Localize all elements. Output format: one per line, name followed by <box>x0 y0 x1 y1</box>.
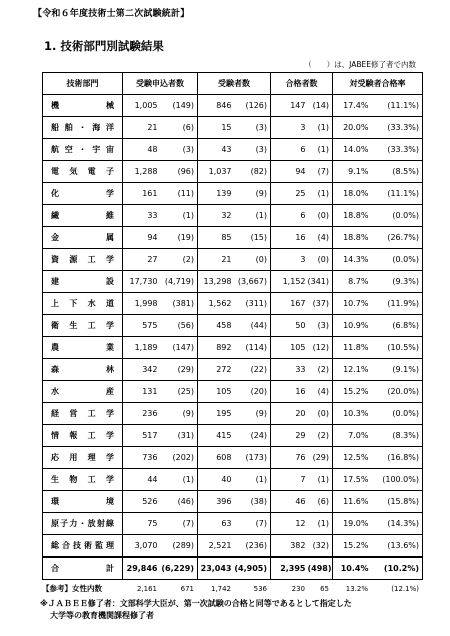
passers-jabee-cell: (0) <box>308 249 333 271</box>
applicants-jabee-cell: (29) <box>160 359 198 381</box>
reference-examinees-jabee: 536 <box>253 584 267 593</box>
applicants-jabee-cell: (9) <box>160 403 198 425</box>
applicants-cell: 21 <box>123 117 160 139</box>
table-row <box>43 447 423 469</box>
table-row <box>43 293 423 315</box>
pass-rate-cell: 12.1% <box>333 359 371 381</box>
pass-rate-cell: 17.4% <box>333 95 371 117</box>
pass-rate-jabee-cell: (15.8%) <box>371 491 423 513</box>
applicants-cell: 29,846 <box>123 557 160 580</box>
passers-cell: 25 <box>271 183 308 205</box>
examinees-cell: 21 <box>198 249 234 271</box>
pass-rate-jabee-cell: (13.6%) <box>371 535 423 558</box>
pass-rate-jabee-cell: (20.0%) <box>371 381 423 403</box>
passers-jabee-cell: (4) <box>308 381 333 403</box>
applicants-jabee-cell: (2) <box>160 249 198 271</box>
department-name: 応用理学 <box>43 447 123 469</box>
table-row <box>43 359 423 381</box>
examinees-jabee-cell: (1) <box>234 205 271 227</box>
examinees-cell: 105 <box>198 381 234 403</box>
department-name: 航空・宇宙 <box>43 139 123 161</box>
pass-rate-jabee-cell: (11.9%) <box>371 293 423 315</box>
passers-jabee-cell: (6) <box>308 491 333 513</box>
department-name: 資源工学 <box>43 249 123 271</box>
applicants-cell: 526 <box>123 491 160 513</box>
pass-rate-cell: 19.0% <box>333 513 371 535</box>
applicants-cell: 1,288 <box>123 161 160 183</box>
passers-cell: 20 <box>271 403 308 425</box>
pass-rate-jabee-cell: (33.3%) <box>371 139 423 161</box>
table-row <box>43 381 423 403</box>
table-row <box>43 513 423 535</box>
passers-cell: 1,152 <box>271 271 308 293</box>
applicants-cell: 75 <box>123 513 160 535</box>
header-pass-rate: 対受験者合格率 <box>333 73 423 95</box>
department-name: 経営工学 <box>43 403 123 425</box>
reference-passers: 230 <box>291 584 305 593</box>
examinees-jabee-cell: (82) <box>234 161 271 183</box>
department-name: 電気電子 <box>43 161 123 183</box>
total-row <box>43 557 423 580</box>
applicants-cell: 1,998 <box>123 293 160 315</box>
section-heading: 1. 技術部門別試験結果 <box>44 39 164 53</box>
examinees-jabee-cell: (3) <box>234 117 271 139</box>
department-name: 建設 <box>43 271 123 293</box>
pass-rate-cell: 18.0% <box>333 183 371 205</box>
examinees-cell: 1,037 <box>198 161 234 183</box>
reference-rate-jabee: (12.1%) <box>391 584 419 593</box>
pass-rate-cell: 20.0% <box>333 117 371 139</box>
reference-row <box>42 583 422 594</box>
examinees-jabee-cell: (38) <box>234 491 271 513</box>
pass-rate-jabee-cell: (10.2%) <box>371 557 423 580</box>
passers-jabee-cell: (4) <box>308 227 333 249</box>
passers-cell: 33 <box>271 359 308 381</box>
passers-jabee-cell: (1) <box>308 117 333 139</box>
pass-rate-cell: 12.5% <box>333 447 371 469</box>
pass-rate-jabee-cell: (0.0%) <box>371 249 423 271</box>
table-row <box>43 95 423 117</box>
table-row <box>43 491 423 513</box>
passers-jabee-cell: (2) <box>308 425 333 447</box>
department-name: 原子力・放射線 <box>43 513 123 535</box>
passers-jabee-cell: (341) <box>308 271 333 293</box>
passers-cell: 6 <box>271 205 308 227</box>
applicants-cell: 131 <box>123 381 160 403</box>
table-row <box>43 183 423 205</box>
passers-cell: 382 <box>271 535 308 558</box>
pass-rate-jabee-cell: (8.5%) <box>371 161 423 183</box>
header-department: 技術部門 <box>43 73 123 95</box>
table-row <box>43 117 423 139</box>
examinees-cell: 63 <box>198 513 234 535</box>
table-header-row <box>43 73 423 95</box>
examinees-jabee-cell: (126) <box>234 95 271 117</box>
pass-rate-jabee-cell: (9.1%) <box>371 359 423 381</box>
applicants-cell: 236 <box>123 403 160 425</box>
reference-examinees: 1,742 <box>210 584 231 593</box>
department-name: 上下水道 <box>43 293 123 315</box>
applicants-cell: 1,005 <box>123 95 160 117</box>
pass-rate-jabee-cell: (14.3%) <box>371 513 423 535</box>
pass-rate-jabee-cell: (16.8%) <box>371 447 423 469</box>
examinees-cell: 458 <box>198 315 234 337</box>
department-name: 化学 <box>43 183 123 205</box>
examinees-jabee-cell: (20) <box>234 381 271 403</box>
examinees-cell: 40 <box>198 469 234 491</box>
passers-jabee-cell: (7) <box>308 161 333 183</box>
reference-applicants: 2,161 <box>136 584 157 593</box>
department-name: 合計 <box>43 557 123 580</box>
examinees-cell: 2,521 <box>198 535 234 558</box>
pass-rate-jabee-cell: (100.0%) <box>371 469 423 491</box>
applicants-jabee-cell: (289) <box>160 535 198 558</box>
pass-rate-cell: 15.2% <box>333 381 371 403</box>
pass-rate-jabee-cell: (0.0%) <box>371 205 423 227</box>
pass-rate-jabee-cell: (26.7%) <box>371 227 423 249</box>
pass-rate-cell: 18.8% <box>333 205 371 227</box>
passers-cell: 3 <box>271 249 308 271</box>
pass-rate-cell: 9.1% <box>333 161 371 183</box>
department-name: 農業 <box>43 337 123 359</box>
header-passers: 合格者数 <box>271 73 333 95</box>
passers-cell: 147 <box>271 95 308 117</box>
applicants-jabee-cell: (56) <box>160 315 198 337</box>
examinees-cell: 846 <box>198 95 234 117</box>
reference-rate: 13.2% <box>345 584 368 593</box>
pass-rate-cell: 10.3% <box>333 403 371 425</box>
header-applicants: 受験申込者数 <box>123 73 198 95</box>
examinees-jabee-cell: (24) <box>234 425 271 447</box>
results-table <box>42 72 423 580</box>
document-title: 【令和６年度技術士第二次試験統計】 <box>33 9 190 19</box>
applicants-cell: 1,189 <box>123 337 160 359</box>
examinees-jabee-cell: (15) <box>234 227 271 249</box>
reference-applicants-jabee: 671 <box>180 584 194 593</box>
applicants-jabee-cell: (149) <box>160 95 198 117</box>
table-row <box>43 227 423 249</box>
table-row <box>43 469 423 491</box>
pass-rate-cell: 14.3% <box>333 249 371 271</box>
pass-rate-jabee-cell: (6.8%) <box>371 315 423 337</box>
table-row <box>43 161 423 183</box>
passers-cell: 29 <box>271 425 308 447</box>
passers-jabee-cell: (14) <box>308 95 333 117</box>
examinees-cell: 272 <box>198 359 234 381</box>
passers-cell: 12 <box>271 513 308 535</box>
passers-cell: 3 <box>271 117 308 139</box>
department-name: 機械 <box>43 95 123 117</box>
applicants-cell: 44 <box>123 469 160 491</box>
applicants-cell: 736 <box>123 447 160 469</box>
passers-jabee-cell: (1) <box>308 183 333 205</box>
examinees-jabee-cell: (3,667) <box>234 271 271 293</box>
pass-rate-jabee-cell: (11.1%) <box>371 183 423 205</box>
examinees-cell: 892 <box>198 337 234 359</box>
passers-cell: 16 <box>271 381 308 403</box>
passers-jabee-cell: (29) <box>308 447 333 469</box>
passers-jabee-cell: (2) <box>308 359 333 381</box>
applicants-jabee-cell: (11) <box>160 183 198 205</box>
pass-rate-jabee-cell: (33.3%) <box>371 117 423 139</box>
examinees-cell: 1,562 <box>198 293 234 315</box>
applicants-jabee-cell: (1) <box>160 469 198 491</box>
applicants-cell: 161 <box>123 183 160 205</box>
applicants-cell: 342 <box>123 359 160 381</box>
passers-jabee-cell: (12) <box>308 337 333 359</box>
examinees-cell: 85 <box>198 227 234 249</box>
examinees-jabee-cell: (9) <box>234 403 271 425</box>
applicants-jabee-cell: (46) <box>160 491 198 513</box>
passers-jabee-cell: (1) <box>308 513 333 535</box>
pass-rate-cell: 15.2% <box>333 535 371 558</box>
pass-rate-jabee-cell: (11.1%) <box>371 95 423 117</box>
table-row <box>43 315 423 337</box>
department-name: 水産 <box>43 381 123 403</box>
pass-rate-cell: 8.7% <box>333 271 371 293</box>
examinees-jabee-cell: (44) <box>234 315 271 337</box>
passers-jabee-cell: (1) <box>308 139 333 161</box>
passers-cell: 46 <box>271 491 308 513</box>
department-name: 繊維 <box>43 205 123 227</box>
pass-rate-jabee-cell: (0.0%) <box>371 403 423 425</box>
applicants-jabee-cell: (7) <box>160 513 198 535</box>
table-row <box>43 271 423 293</box>
department-name: 環境 <box>43 491 123 513</box>
examinees-jabee-cell: (114) <box>234 337 271 359</box>
reference-label: 【参考】女性内数 <box>42 584 102 593</box>
footnote-line-1: ※ＪＡＢＥＥ修了者：文部科学大臣が、第一次試験の合格と同等であるとして指定した <box>40 599 352 608</box>
examinees-jabee-cell: (311) <box>234 293 271 315</box>
passers-cell: 7 <box>271 469 308 491</box>
table-row <box>43 205 423 227</box>
applicants-jabee-cell: (6,229) <box>160 557 198 580</box>
examinees-jabee-cell: (173) <box>234 447 271 469</box>
applicants-jabee-cell: (31) <box>160 425 198 447</box>
applicants-jabee-cell: (4,719) <box>160 271 198 293</box>
pass-rate-cell: 10.4% <box>333 557 371 580</box>
department-name: 情報工学 <box>43 425 123 447</box>
passers-cell: 16 <box>271 227 308 249</box>
passers-jabee-cell: (3) <box>308 315 333 337</box>
department-name: 金属 <box>43 227 123 249</box>
department-name: 森林 <box>43 359 123 381</box>
applicants-jabee-cell: (147) <box>160 337 198 359</box>
applicants-jabee-cell: (381) <box>160 293 198 315</box>
pass-rate-jabee-cell: (10.5%) <box>371 337 423 359</box>
pass-rate-cell: 18.8% <box>333 227 371 249</box>
examinees-cell: 139 <box>198 183 234 205</box>
examinees-jabee-cell: (3) <box>234 139 271 161</box>
applicants-jabee-cell: (1) <box>160 205 198 227</box>
applicants-cell: 48 <box>123 139 160 161</box>
table-row <box>43 249 423 271</box>
examinees-jabee-cell: (22) <box>234 359 271 381</box>
department-name: 生物工学 <box>43 469 123 491</box>
applicants-cell: 27 <box>123 249 160 271</box>
department-name: 衛生工学 <box>43 315 123 337</box>
examinees-jabee-cell: (4,905) <box>234 557 271 580</box>
applicants-cell: 575 <box>123 315 160 337</box>
table-row <box>43 337 423 359</box>
pass-rate-cell: 14.0% <box>333 139 371 161</box>
examinees-cell: 15 <box>198 117 234 139</box>
passers-cell: 167 <box>271 293 308 315</box>
examinees-cell: 13,298 <box>198 271 234 293</box>
pass-rate-jabee-cell: (8.3%) <box>371 425 423 447</box>
pass-rate-cell: 7.0% <box>333 425 371 447</box>
pass-rate-cell: 11.8% <box>333 337 371 359</box>
passers-jabee-cell: (37) <box>308 293 333 315</box>
pass-rate-jabee-cell: (9.3%) <box>371 271 423 293</box>
department-name: 船舶・海洋 <box>43 117 123 139</box>
pass-rate-cell: 11.6% <box>333 491 371 513</box>
examinees-jabee-cell: (7) <box>234 513 271 535</box>
applicants-cell: 517 <box>123 425 160 447</box>
applicants-jabee-cell: (96) <box>160 161 198 183</box>
passers-cell: 50 <box>271 315 308 337</box>
pass-rate-cell: 10.9% <box>333 315 371 337</box>
applicants-jabee-cell: (202) <box>160 447 198 469</box>
examinees-cell: 32 <box>198 205 234 227</box>
header-examinees: 受験者数 <box>198 73 271 95</box>
reference-women-table <box>42 583 422 594</box>
applicants-jabee-cell: (3) <box>160 139 198 161</box>
applicants-cell: 94 <box>123 227 160 249</box>
applicants-jabee-cell: (19) <box>160 227 198 249</box>
examinees-cell: 43 <box>198 139 234 161</box>
examinees-jabee-cell: (0) <box>234 249 271 271</box>
applicants-jabee-cell: (25) <box>160 381 198 403</box>
passers-jabee-cell: (1) <box>308 469 333 491</box>
department-name: 総合技術監理 <box>43 535 123 558</box>
passers-cell: 105 <box>271 337 308 359</box>
passers-cell: 94 <box>271 161 308 183</box>
examinees-jabee-cell: (236) <box>234 535 271 558</box>
table-row <box>43 139 423 161</box>
table-row <box>43 425 423 447</box>
passers-cell: 76 <box>271 447 308 469</box>
pass-rate-cell: 17.5% <box>333 469 371 491</box>
passers-cell: 2,395 <box>271 557 308 580</box>
reference-passers-jabee: 65 <box>320 584 329 593</box>
applicants-cell: 3,070 <box>123 535 160 558</box>
passers-jabee-cell: (498) <box>308 557 333 580</box>
passers-jabee-cell: (32) <box>308 535 333 558</box>
jabee-note: （ ）は、JABEE修了者で内数 <box>304 60 416 69</box>
footnote-line-2: 大学等の教育機関課程修了者 <box>50 611 154 620</box>
applicants-cell: 17,730 <box>123 271 160 293</box>
pass-rate-cell: 10.7% <box>333 293 371 315</box>
examinees-jabee-cell: (9) <box>234 183 271 205</box>
examinees-cell: 195 <box>198 403 234 425</box>
applicants-jabee-cell: (6) <box>160 117 198 139</box>
examinees-jabee-cell: (1) <box>234 469 271 491</box>
examinees-cell: 415 <box>198 425 234 447</box>
examinees-cell: 396 <box>198 491 234 513</box>
passers-jabee-cell: (0) <box>308 205 333 227</box>
table-row <box>43 535 423 558</box>
examinees-cell: 608 <box>198 447 234 469</box>
passers-cell: 6 <box>271 139 308 161</box>
examinees-cell: 23,043 <box>198 557 234 580</box>
applicants-cell: 33 <box>123 205 160 227</box>
table-row <box>43 403 423 425</box>
passers-jabee-cell: (0) <box>308 403 333 425</box>
